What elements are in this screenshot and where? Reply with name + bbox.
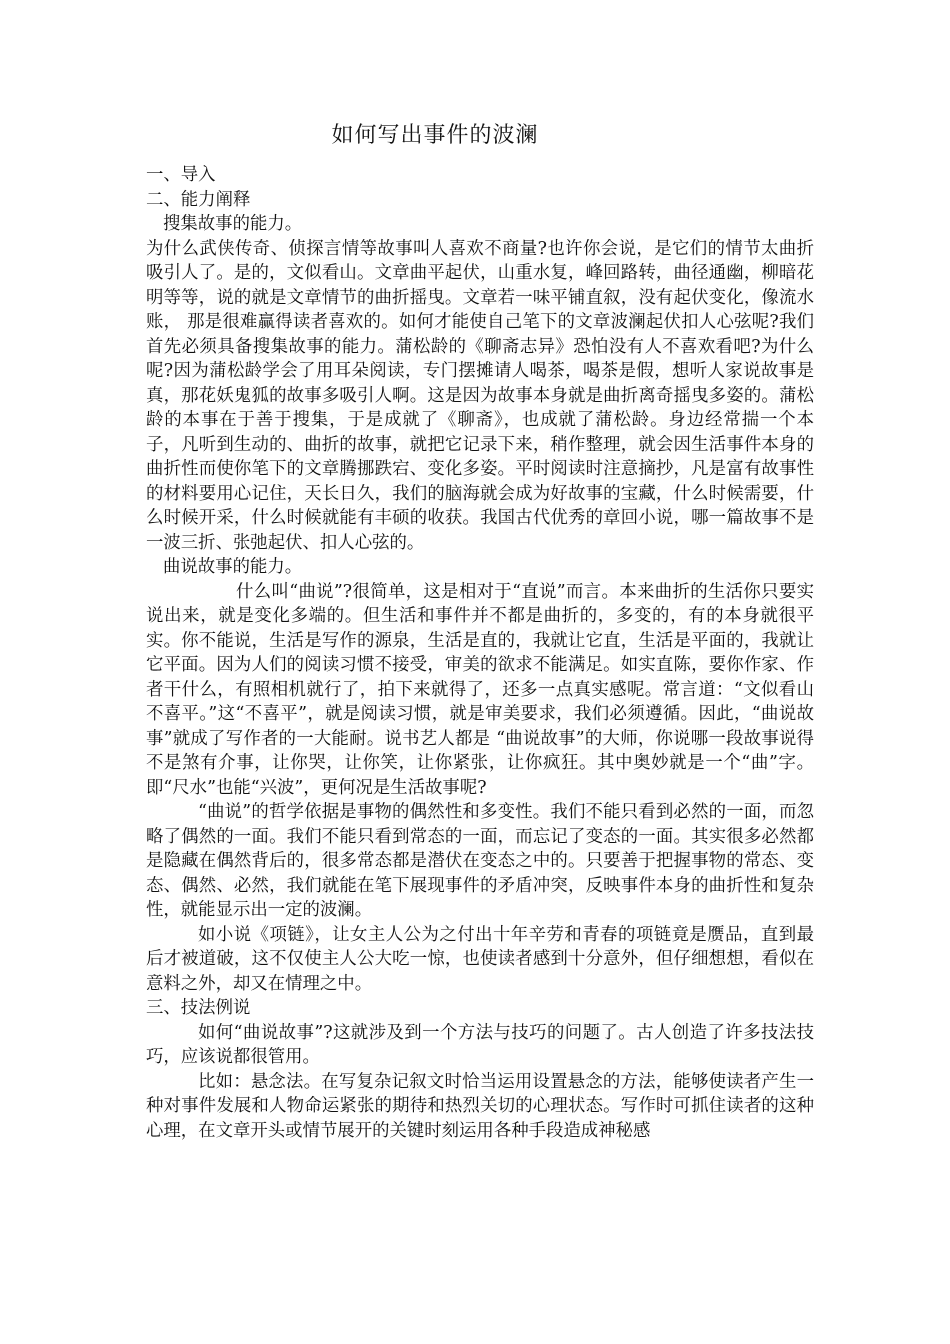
document-title: 如何写出事件的波澜 xyxy=(331,123,539,148)
section-heading: 二、能力阐释 xyxy=(146,189,251,210)
section-heading: 一、导入 xyxy=(146,165,216,185)
paragraph: 为什么武侠传奇、侦探言情等故事叫人喜欢不商量?也许你会说，是它们的情节太曲折吸引人了。是的，文似看山。文章曲平起伏，山重水复，峰回路转，曲径通幽，柳暗花明等等，说的就是文章情节的曲折摇曳。文章若一味平铺直叙，没有起伏变化，像流水账， 那是很难赢得读者喜欢的。如何才能使自己笔下的文章波澜起伏扣人心弦呢?我们首先必须具备搜集故事的能力。蒲松龄的《聊斋志异》恐怕没有人不喜欢看吧?为什么呢?因为蒲松龄学会了用耳朵阅读，专门摆摊请人喝茶，喝茶是假，想听人家说故事是真，那花妖鬼狐的故事多吸引人啊。这是因为故事本身就是曲折离奇摇曳多姿的。蒲松龄的本事在于善于搜集，于是成就了《聊斋》，也成就了蒲松龄。身边经常揣一个本子，凡听到生动的、曲折的故事，就把它记录下来，稍作整理，就会因生活事件本身的曲折性而使你笔下的文章腾挪跌宕、变化多姿。平时阅读时注意摘抄，凡是富有故事性的材料要用心记住，天长日久，我们的脑海就会成为好故事的宝藏，什么时候需要，什么时候开采，什么时候就能有丰硕的收获。我国古代优秀的章回小说，哪一篇故事不是一波三折、张弛起伏、扣人心弦的。 xyxy=(146,238,814,553)
paragraph: 如小说《项链》，让女主人公为之付出十年辛劳和青春的项链竟是赝品，直到最后才被道破，这不仅使主人公大吃一惊，也使读者感到十分意外，但仔细想想，看似在意料之外，却又在情理之中。 xyxy=(146,924,814,994)
section-heading: 三、技法例说 xyxy=(146,998,251,1018)
paragraph: “曲说”的哲学依据是事物的偶然性和多变性。我们不能只看到必然的一面，而忽略了偶然的一面。我们不能只看到常态的一面，而忘记了变态的一面。其实很多必然都是隐藏在偶然背后的，很多常态都是潜伏在变态之中的。只要善于把握事物的常态、变态、偶然、必然，我们就能在笔下展现事件的矛盾冲突，反映事件本身的曲折性和复杂性，就能显示出一定的波澜。 xyxy=(146,802,814,920)
paragraph: 如何“曲说故事”?这就涉及到一个方法与技巧的问题了。古人创造了许多技法技巧，应该说都很管用。 xyxy=(146,1022,814,1067)
subheading: 曲说故事的能力。 xyxy=(163,557,303,577)
paragraph: 比如：悬念法。在写复杂记叙文时恰当运用设置悬念的方法，能够使读者产生一种对事件发展和人物命运紧张的期待和热烈关切的心理状态。写作时可抓住读者的这种心理，在文章开头或情节展开的关键时刻运用各种手段造成神秘感 xyxy=(146,1071,814,1141)
paragraph: 什么叫“曲说”?很简单，这是相对于“直说”而言。本来曲折的生活你只要实说出来，就是变化多端的。但生活和事件并不都是曲折的，多变的，有的本身就很平实。你不能说，生活是写作的源泉，生活是直的，我就让它直，生活是平面的，我就让它平面。因为人们的阅读习惯不接受，审美的欲求不能满足。如实直陈，要你作家、作者干什么，有照相机就行了，拍下来就得了，还多一点真实感呢。常言道：“文似看山不喜平。”这“不喜平”，就是阅读习惯，就是审美要求，我们必须遵循。因此，“曲说故事”就成了写作者的一大能耐。说书艺人都是 “曲说故事”的大师，你说哪一段故事说得不是煞有介事，让你哭，让你笑，让你紧张，让你疯狂。其中奥妙就是一个“曲”字。即“尺水”也能“兴波”，更何况是生活故事呢? xyxy=(146,581,814,798)
subheading: 搜集故事的能力。 xyxy=(163,214,303,234)
document-body xyxy=(146,163,814,1143)
